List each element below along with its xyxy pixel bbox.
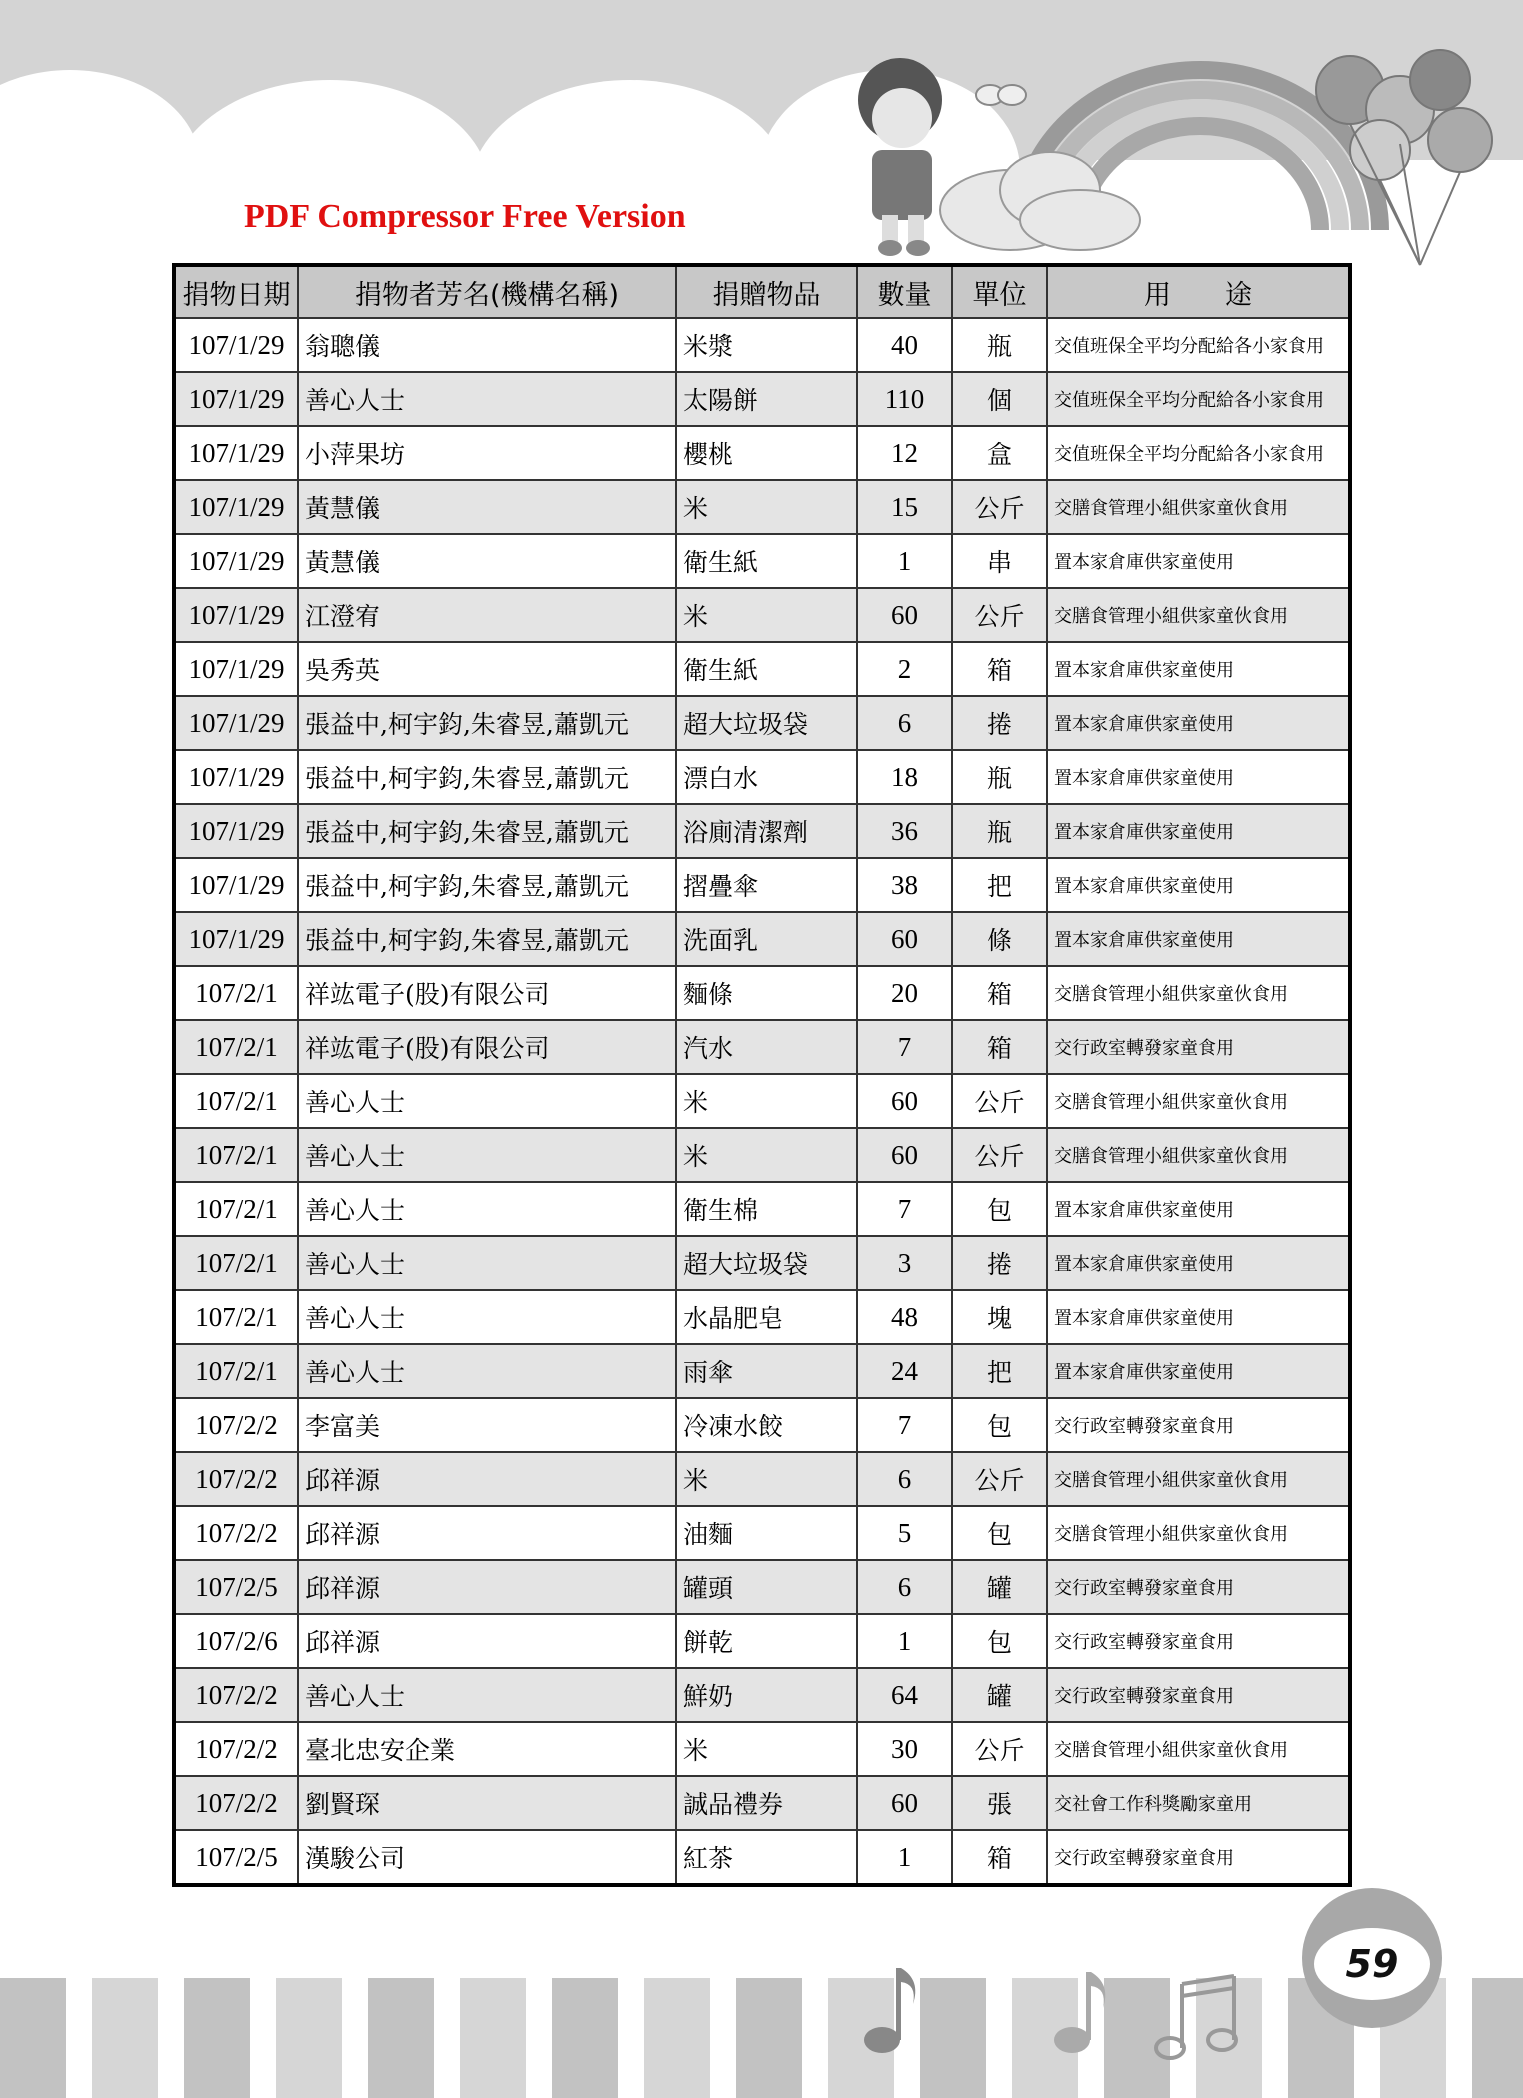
table-row: [174, 426, 1350, 480]
footer-stripes: [0, 1978, 1523, 2098]
table-row: [174, 912, 1350, 966]
table-row: [174, 1128, 1350, 1182]
cell-unit: 包: [952, 1398, 1047, 1452]
cell-item: 衛生紙: [676, 642, 857, 696]
cell-quantity: 60: [857, 1128, 952, 1182]
double-music-note-icon: [1156, 1976, 1236, 2058]
cell-unit: 把: [952, 1344, 1047, 1398]
cell-donor: 善心人士: [298, 1074, 676, 1128]
cell-donor: 善心人士: [298, 372, 676, 426]
cell-quantity: 7: [857, 1020, 952, 1074]
table-row: [174, 1830, 1350, 1885]
cell-date: 107/2/1: [174, 1074, 298, 1128]
cell-unit: 公斤: [952, 588, 1047, 642]
cell-unit: 公斤: [952, 480, 1047, 534]
cell-donor: 善心人士: [298, 1128, 676, 1182]
table-row: [174, 642, 1350, 696]
cell-donor: 善心人士: [298, 1668, 676, 1722]
cell-quantity: 24: [857, 1344, 952, 1398]
cell-item: 米: [676, 588, 857, 642]
cell-date: 107/1/29: [174, 588, 298, 642]
cell-unit: 捲: [952, 1236, 1047, 1290]
cell-date: 107/2/2: [174, 1776, 298, 1830]
cell-purpose: 置本家倉庫供家童使用: [1047, 804, 1350, 858]
cell-item: 超大垃圾袋: [676, 696, 857, 750]
cell-quantity: 38: [857, 858, 952, 912]
header-item: 捐贈物品: [676, 265, 857, 318]
music-note-icon: [1054, 1972, 1105, 2053]
cell-donor: 江澄宥: [298, 588, 676, 642]
cell-item: 油麵: [676, 1506, 857, 1560]
cell-purpose: 交膳食管理小組供家童伙食用: [1047, 1074, 1350, 1128]
cell-date: 107/2/1: [174, 1182, 298, 1236]
cell-donor: 善心人士: [298, 1344, 676, 1398]
cell-unit: 罐: [952, 1668, 1047, 1722]
table-row: [174, 858, 1350, 912]
cell-quantity: 48: [857, 1290, 952, 1344]
cell-donor: 黃慧儀: [298, 480, 676, 534]
table-row: [174, 804, 1350, 858]
cell-donor: 邱祥源: [298, 1506, 676, 1560]
cell-item: 水晶肥皂: [676, 1290, 857, 1344]
cell-unit: 瓶: [952, 750, 1047, 804]
table-row: [174, 1074, 1350, 1128]
cell-quantity: 6: [857, 1560, 952, 1614]
cell-unit: 箱: [952, 1830, 1047, 1885]
cell-quantity: 36: [857, 804, 952, 858]
cell-quantity: 110: [857, 372, 952, 426]
cell-donor: 李富美: [298, 1398, 676, 1452]
page-number: 59: [1345, 1942, 1399, 1986]
cell-purpose: 交膳食管理小組供家童伙食用: [1047, 1128, 1350, 1182]
header-purpose: 用 途: [1047, 265, 1350, 318]
cell-item: 米: [676, 1722, 857, 1776]
cell-quantity: 1: [857, 1614, 952, 1668]
header-quantity: 數量: [857, 265, 952, 318]
table-row: [174, 1020, 1350, 1074]
cell-date: 107/2/2: [174, 1668, 298, 1722]
cell-purpose: 置本家倉庫供家童使用: [1047, 696, 1350, 750]
table-row: [174, 1236, 1350, 1290]
cell-donor: 臺北忠安企業: [298, 1722, 676, 1776]
cell-purpose: 置本家倉庫供家童使用: [1047, 1182, 1350, 1236]
cell-date: 107/1/29: [174, 912, 298, 966]
cell-donor: 漢駿公司: [298, 1830, 676, 1885]
header-donor: 捐物者芳名(機構名稱): [298, 265, 676, 318]
cell-item: 衛生紙: [676, 534, 857, 588]
cell-donor: 祥竑電子(股)有限公司: [298, 966, 676, 1020]
cell-donor: 吳秀英: [298, 642, 676, 696]
cell-quantity: 1: [857, 534, 952, 588]
cell-unit: 捲: [952, 696, 1047, 750]
cell-date: 107/1/29: [174, 426, 298, 480]
cell-unit: 箱: [952, 966, 1047, 1020]
cell-date: 107/1/29: [174, 750, 298, 804]
table-row: [174, 588, 1350, 642]
cell-purpose: 置本家倉庫供家童使用: [1047, 858, 1350, 912]
cell-purpose: 交膳食管理小組供家童伙食用: [1047, 966, 1350, 1020]
cell-purpose: 置本家倉庫供家童使用: [1047, 750, 1350, 804]
cell-quantity: 30: [857, 1722, 952, 1776]
cell-unit: 個: [952, 372, 1047, 426]
cell-item: 衛生棉: [676, 1182, 857, 1236]
cell-unit: 條: [952, 912, 1047, 966]
cell-date: 107/2/1: [174, 966, 298, 1020]
cell-item: 漂白水: [676, 750, 857, 804]
cell-unit: 包: [952, 1614, 1047, 1668]
cell-purpose: 交行政室轉發家童食用: [1047, 1560, 1350, 1614]
cell-date: 107/1/29: [174, 480, 298, 534]
cell-donor: 邱祥源: [298, 1614, 676, 1668]
cell-date: 107/1/29: [174, 534, 298, 588]
cell-date: 107/2/1: [174, 1128, 298, 1182]
music-note-icon: [864, 1968, 915, 2053]
cell-donor: 黃慧儀: [298, 534, 676, 588]
watermark-text: PDF Compressor Free Version: [244, 198, 686, 235]
header-unit: 單位: [952, 265, 1047, 318]
cell-quantity: 6: [857, 1452, 952, 1506]
table-row: [174, 1452, 1350, 1506]
cell-quantity: 12: [857, 426, 952, 480]
cell-donor: 邱祥源: [298, 1452, 676, 1506]
header-illustration: [840, 40, 1520, 270]
cell-unit: 串: [952, 534, 1047, 588]
cell-quantity: 6: [857, 696, 952, 750]
cell-quantity: 60: [857, 1776, 952, 1830]
cell-item: 太陽餅: [676, 372, 857, 426]
cell-quantity: 3: [857, 1236, 952, 1290]
cell-purpose: 置本家倉庫供家童使用: [1047, 1236, 1350, 1290]
cell-purpose: 交值班保全平均分配給各小家食用: [1047, 372, 1350, 426]
cell-unit: 公斤: [952, 1128, 1047, 1182]
cell-quantity: 7: [857, 1398, 952, 1452]
cell-purpose: 交膳食管理小組供家童伙食用: [1047, 480, 1350, 534]
cell-unit: 塊: [952, 1290, 1047, 1344]
cell-donor: 張益中,柯宇鈞,朱睿昱,蕭凱元: [298, 750, 676, 804]
cell-item: 摺疊傘: [676, 858, 857, 912]
cell-unit: 張: [952, 1776, 1047, 1830]
cell-purpose: 交膳食管理小組供家童伙食用: [1047, 1452, 1350, 1506]
cell-purpose: 交社會工作科獎勵家童用: [1047, 1776, 1350, 1830]
cell-unit: 把: [952, 858, 1047, 912]
cell-date: 107/1/29: [174, 642, 298, 696]
cell-purpose: 交值班保全平均分配給各小家食用: [1047, 426, 1350, 480]
cell-purpose: 交行政室轉發家童食用: [1047, 1020, 1350, 1074]
table-row: [174, 1614, 1350, 1668]
cell-item: 罐頭: [676, 1560, 857, 1614]
cell-purpose: 交行政室轉發家童食用: [1047, 1614, 1350, 1668]
cell-quantity: 60: [857, 912, 952, 966]
cell-quantity: 60: [857, 588, 952, 642]
table-row: [174, 1290, 1350, 1344]
cell-donor: 善心人士: [298, 1236, 676, 1290]
table-row: [174, 1776, 1350, 1830]
cell-item: 洗面乳: [676, 912, 857, 966]
cell-purpose: 交行政室轉發家童食用: [1047, 1398, 1350, 1452]
table-row: [174, 1506, 1350, 1560]
table-row: [174, 1182, 1350, 1236]
table-row: [174, 1722, 1350, 1776]
cell-date: 107/2/1: [174, 1020, 298, 1074]
table-row: [174, 1560, 1350, 1614]
cell-purpose: 交行政室轉發家童食用: [1047, 1668, 1350, 1722]
cell-item: 麵條: [676, 966, 857, 1020]
table-body: [174, 318, 1350, 1885]
cell-item: 餅乾: [676, 1614, 857, 1668]
cell-item: 米: [676, 480, 857, 534]
table-row: [174, 750, 1350, 804]
cell-unit: 罐: [952, 1560, 1047, 1614]
cell-quantity: 1: [857, 1830, 952, 1885]
cell-unit: 箱: [952, 1020, 1047, 1074]
cell-item: 誠品禮券: [676, 1776, 857, 1830]
cell-item: 紅茶: [676, 1830, 857, 1885]
cell-quantity: 18: [857, 750, 952, 804]
table-row: [174, 1398, 1350, 1452]
cell-date: 107/2/1: [174, 1344, 298, 1398]
cell-date: 107/1/29: [174, 372, 298, 426]
cell-donor: 祥竑電子(股)有限公司: [298, 1020, 676, 1074]
cell-donor: 翁聰儀: [298, 318, 676, 372]
table-row: [174, 966, 1350, 1020]
cell-purpose: 交膳食管理小組供家童伙食用: [1047, 588, 1350, 642]
table-row: [174, 1668, 1350, 1722]
cell-date: 107/1/29: [174, 804, 298, 858]
cell-purpose: 交值班保全平均分配給各小家食用: [1047, 318, 1350, 372]
cell-quantity: 2: [857, 642, 952, 696]
cell-unit: 箱: [952, 642, 1047, 696]
cell-unit: 包: [952, 1182, 1047, 1236]
cell-date: 107/2/5: [174, 1830, 298, 1885]
music-notes: [860, 1958, 1260, 2068]
cell-item: 米: [676, 1074, 857, 1128]
cell-donor: 善心人士: [298, 1182, 676, 1236]
cell-unit: 盒: [952, 426, 1047, 480]
table-row: [174, 534, 1350, 588]
table-row: [174, 696, 1350, 750]
cell-item: 超大垃圾袋: [676, 1236, 857, 1290]
cell-date: 107/2/1: [174, 1290, 298, 1344]
cell-date: 107/2/6: [174, 1614, 298, 1668]
cell-unit: 公斤: [952, 1074, 1047, 1128]
cell-purpose: 置本家倉庫供家童使用: [1047, 1344, 1350, 1398]
donations-table: [172, 263, 1352, 1887]
cell-purpose: 交行政室轉發家童食用: [1047, 1830, 1350, 1885]
table-header-row: [174, 265, 1350, 318]
cell-donor: 張益中,柯宇鈞,朱睿昱,蕭凱元: [298, 804, 676, 858]
cell-date: 107/1/29: [174, 858, 298, 912]
cell-quantity: 15: [857, 480, 952, 534]
cell-quantity: 40: [857, 318, 952, 372]
table-row: [174, 372, 1350, 426]
cell-date: 107/2/5: [174, 1560, 298, 1614]
cell-quantity: 7: [857, 1182, 952, 1236]
cell-donor: 善心人士: [298, 1290, 676, 1344]
cell-date: 107/2/2: [174, 1722, 298, 1776]
table-row: [174, 318, 1350, 372]
cell-donor: 張益中,柯宇鈞,朱睿昱,蕭凱元: [298, 696, 676, 750]
cell-purpose: 置本家倉庫供家童使用: [1047, 912, 1350, 966]
cell-donor: 小萍果坊: [298, 426, 676, 480]
girl-icon: [858, 58, 942, 256]
cell-item: 米: [676, 1128, 857, 1182]
cell-unit: 瓶: [952, 318, 1047, 372]
cell-donor: 張益中,柯宇鈞,朱睿昱,蕭凱元: [298, 858, 676, 912]
cell-item: 米: [676, 1452, 857, 1506]
cell-purpose: 交膳食管理小組供家童伙食用: [1047, 1722, 1350, 1776]
cell-unit: 瓶: [952, 804, 1047, 858]
cell-purpose: 置本家倉庫供家童使用: [1047, 1290, 1350, 1344]
cell-date: 107/1/29: [174, 318, 298, 372]
cell-unit: 公斤: [952, 1452, 1047, 1506]
table-row: [174, 1344, 1350, 1398]
cell-donor: 邱祥源: [298, 1560, 676, 1614]
cell-date: 107/2/2: [174, 1398, 298, 1452]
cell-date: 107/1/29: [174, 696, 298, 750]
cell-item: 汽水: [676, 1020, 857, 1074]
cell-date: 107/2/2: [174, 1506, 298, 1560]
cell-item: 雨傘: [676, 1344, 857, 1398]
cell-unit: 公斤: [952, 1722, 1047, 1776]
cell-quantity: 60: [857, 1074, 952, 1128]
cell-quantity: 20: [857, 966, 952, 1020]
cell-quantity: 64: [857, 1668, 952, 1722]
cell-date: 107/2/2: [174, 1452, 298, 1506]
cell-unit: 包: [952, 1506, 1047, 1560]
cell-quantity: 5: [857, 1506, 952, 1560]
butterfly-icon: [976, 85, 1026, 105]
cell-item: 米漿: [676, 318, 857, 372]
cell-item: 冷凍水餃: [676, 1398, 857, 1452]
cell-purpose: 置本家倉庫供家童使用: [1047, 642, 1350, 696]
cell-item: 櫻桃: [676, 426, 857, 480]
cell-item: 浴廁清潔劑: [676, 804, 857, 858]
cell-purpose: 置本家倉庫供家童使用: [1047, 534, 1350, 588]
cell-donor: 張益中,柯宇鈞,朱睿昱,蕭凱元: [298, 912, 676, 966]
cell-donor: 劉賢琛: [298, 1776, 676, 1830]
cell-date: 107/2/1: [174, 1236, 298, 1290]
cell-item: 鮮奶: [676, 1668, 857, 1722]
cell-purpose: 交膳食管理小組供家童伙食用: [1047, 1506, 1350, 1560]
table-row: [174, 480, 1350, 534]
header-date: 捐物日期: [174, 265, 298, 318]
